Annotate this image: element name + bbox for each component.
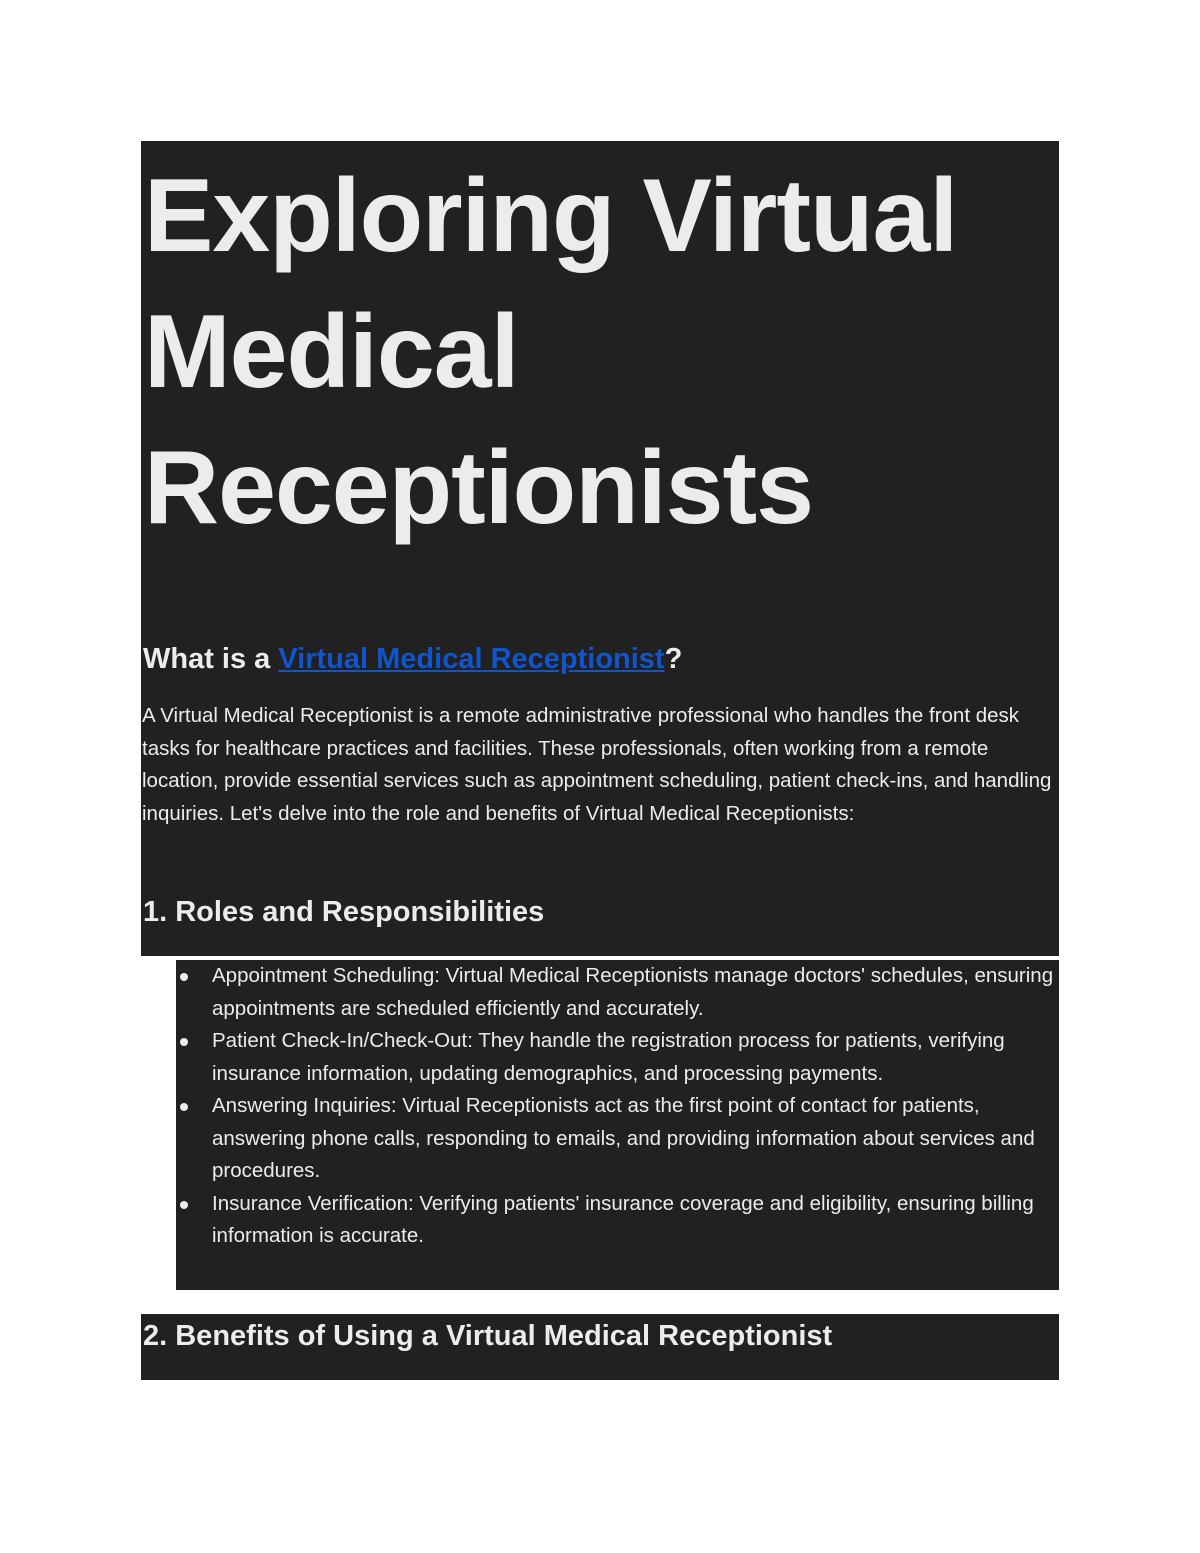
list-item [176, 960, 1056, 1025]
list-item [176, 1025, 1056, 1090]
list-item [176, 1188, 1056, 1253]
list-item-text: Answering Inquiries: Virtual Receptionists act as the first point of contact for patients, answering phone calls, responding to emails, and providing information about services and procedures. [212, 1094, 1035, 1182]
intro-paragraph: A Virtual Medical Receptionist is a remote administrative professional who handles the front desk tasks for healthcare practices and facilities. These professionals, often working from a remote location, provide essential services such as appointment scheduling, patient check-ins, and handling inquiries. Let's delve into the role and benefits of Virtual Medical Receptionists: [142, 704, 1052, 825]
subheading-what-is [143, 640, 682, 678]
section-heading-roles: 1. Roles and Responsibilities [143, 896, 545, 928]
subheading-prefix: What is a [143, 643, 279, 675]
subheading-suffix: ? [664, 643, 683, 675]
list-item-text: Appointment Scheduling: Virtual Medical Receptionists manage doctors' schedules, ensuring appointments are scheduled efficiently and accurately. [212, 964, 1054, 1020]
list-item [176, 1090, 1056, 1188]
bullet-icon [180, 1103, 188, 1111]
list-item-text: Insurance Verification: Verifying patients' insurance coverage and eligibility, ensuring billing information is accurate. [212, 1191, 1034, 1247]
list-item-text: Patient Check-In/Check-Out: They handle the registration process for patients, verifying insurance information, updating demographics, and processing payments. [212, 1029, 1005, 1085]
bullet-icon [180, 1038, 188, 1046]
section-heading-benefits: 2. Benefits of Using a Virtual Medical Receptionist [143, 1320, 833, 1352]
bullet-icon [180, 973, 188, 981]
page-title: Exploring Virtual Medical Receptionists [144, 158, 958, 546]
virtual-medical-receptionist-link[interactable]: Virtual Medical Receptionist [278, 643, 665, 675]
responsibilities-list [176, 960, 1056, 1253]
bullet-icon [180, 1201, 188, 1209]
